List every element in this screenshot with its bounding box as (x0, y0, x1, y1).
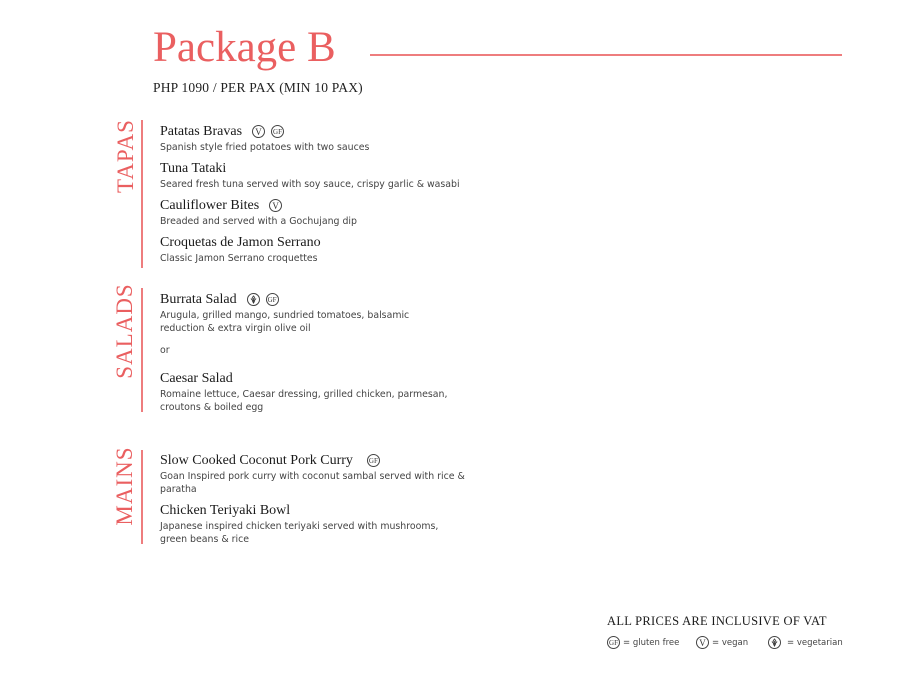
item-description: Japanese inspired chicken teriyaki served with mushrooms, green beans & rice (160, 521, 439, 545)
legend-label: = gluten free (623, 637, 680, 648)
item-name: Caesar Salad (160, 370, 233, 386)
menu-item (160, 291, 480, 335)
menu-item (160, 502, 480, 546)
title-divider (370, 54, 842, 56)
section-divider-salads (141, 288, 143, 412)
item-description: Classic Jamon Serrano croquettes (160, 253, 318, 264)
item-name: Chicken Teriyaki Bowl (160, 502, 291, 518)
section-divider-tapas (141, 120, 143, 268)
menu-item (160, 160, 480, 192)
section-label-mains: MAINS (112, 446, 137, 526)
legend-vegetarian (768, 636, 843, 649)
gluten-free-icon: GF (367, 454, 380, 467)
item-name: Patatas Bravas (160, 123, 243, 139)
item-description: Goan Inspired pork curry with coconut sambal served with rice & paratha (160, 471, 465, 495)
section-label-salads: SALADS (112, 283, 137, 379)
vegan-icon: V (252, 125, 265, 138)
item-name: Cauliflower Bites (160, 197, 260, 213)
legend-vegan (696, 636, 748, 649)
vat-note: ALL PRICES ARE INCLUSIVE OF VAT (607, 614, 827, 628)
item-name: Burrata Salad (160, 291, 237, 307)
vegan-icon: V (269, 199, 282, 212)
menu-item (160, 197, 480, 229)
or-separator: or (160, 345, 170, 356)
item-name: Slow Cooked Coconut Pork Curry (160, 452, 353, 468)
vegetarian-icon (768, 636, 781, 649)
menu-item (160, 123, 480, 155)
item-description: Seared fresh tuna served with soy sauce, crispy garlic & wasabi (160, 179, 460, 190)
section-divider-mains (141, 450, 143, 544)
menu-item (160, 452, 480, 496)
legend-label: = vegetarian (787, 637, 843, 648)
section-label-tapas: TAPAS (113, 119, 138, 193)
menu-item (160, 234, 480, 266)
package-price: PHP 1090 / PER PAX (MIN 10 PAX) (153, 80, 363, 95)
gluten-free-icon: GF (607, 636, 620, 649)
gluten-free-icon: GF (266, 293, 279, 306)
gluten-free-icon: GF (271, 125, 284, 138)
vegan-icon: V (696, 636, 709, 649)
item-name: Croquetas de Jamon Serrano (160, 234, 321, 250)
item-description: Arugula, grilled mango, sundried tomatoes, balsamic reduction & extra virgin olive oil (160, 310, 410, 334)
vegetarian-icon (247, 293, 260, 306)
item-description: Romaine lettuce, Caesar dressing, grilled chicken, parmesan, croutons & boiled egg (160, 389, 448, 413)
legend-gluten-free (607, 636, 679, 649)
menu-item (160, 370, 480, 414)
page-title: Package B (153, 24, 336, 71)
item-description: Breaded and served with a Gochujang dip (160, 216, 357, 227)
item-name: Tuna Tataki (160, 160, 227, 176)
legend-label: = vegan (712, 637, 749, 648)
item-description: Spanish style fried potatoes with two sauces (160, 142, 370, 153)
